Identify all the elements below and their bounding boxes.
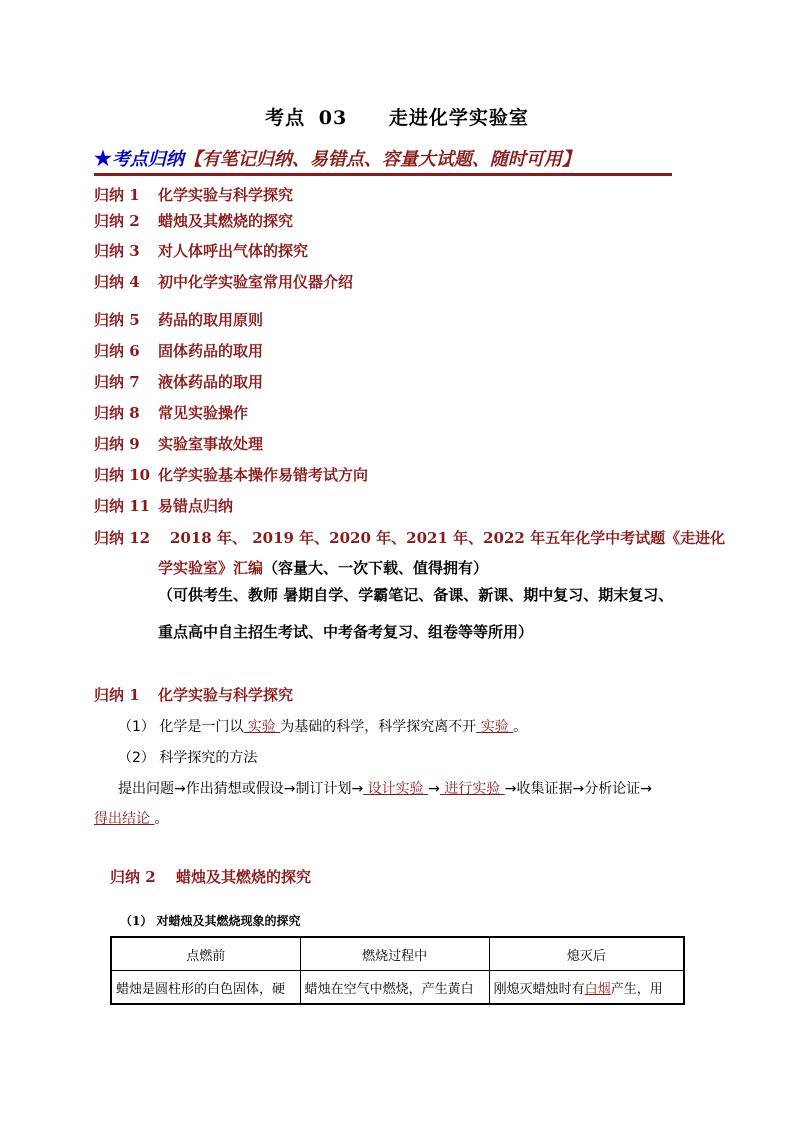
star-icon: ★ [94,146,112,170]
section1-paragraph-1: （1） 化学是一门以 实验 为基础的科学，科学探究离不开 实验 。 [118,719,528,735]
toc-item: 归纳 3 对人体呼出气体的探究 [94,242,309,260]
answer-blank: 进行实验 [439,781,505,797]
toc-item: 归纳 6 固体药品的取用 [94,342,264,360]
title-name: 走进化学实验室 [388,107,529,129]
banner-label: 考点归纳 [111,149,184,170]
toc-item: 归纳 11 易错点归纳 [94,497,234,515]
page-title [0,103,794,130]
summary-banner [94,145,672,176]
section1-paragraph-3: 提出问题→作出猜想或假设→制订计划→ 设计实验 → 进行实验 →收集证据→分析论证→ [118,781,652,797]
table-cell: 蜡烛是圆柱形的白色固体，硬 [111,971,300,1005]
candle-table [110,936,685,1005]
toc12-line4: 重点高中自主招生考试、中考备考复习、组卷等等所用） [158,623,534,641]
toc12-line1: 2018 年、 2019 年、2020 年、2021 年、2022 年五年化学中考试题《走进化 [170,529,726,547]
answer-blank: 白烟 [584,981,611,997]
answer-blank: 实验 [476,719,514,735]
answer-blank: 设计实验 [363,781,429,797]
table-header-cell: 燃烧过程中 [300,937,489,971]
title-prefix: 考点 [265,107,306,129]
answer-blank: 实验 [243,719,281,735]
title-number: 03 [318,107,348,129]
table-header-cell: 熄灭后 [489,937,684,971]
toc12-line3: （可供考生、教师 暑期自学、学霸笔记、备课、新课、期中复习、期末复习、 [158,586,674,604]
section1-heading: 归纳 1 化学实验与科学探究 [94,686,294,704]
table-header-cell: 点燃前 [111,937,300,971]
table-row [111,971,684,1005]
table-header-row [111,937,684,971]
table-cell: 刚熄灭蜡烛时有白烟产生，用 [489,971,684,1005]
toc-item: 归纳 2 蜡烛及其燃烧的探究 [94,212,294,230]
toc-item: 归纳 9 实验室事故处理 [94,435,264,453]
toc-item-12: 归纳 12 2018 年、 2019 年、2020 年、2021 年、2022 年五年化学中考试题《走进化 [94,529,726,547]
section1-paragraph-2: （2） 科学探究的方法 [118,750,258,766]
toc-item: 归纳 4 初中化学实验室常用仪器介绍 [94,273,354,291]
banner-description: 【有笔记归纳、易错点、容量大试题、随时可用】 [183,149,580,170]
toc12-line2: 学实验室》汇编（容量大、一次下载、值得拥有） [158,559,489,577]
section2-heading: 归纳 2 蜡烛及其燃烧的探究 [110,868,312,886]
toc-item: 归纳 1 化学实验与科学探究 [94,186,294,204]
answer-blank: 得出结论 [94,811,155,827]
toc-item: 归纳 8 常见实验操作 [94,404,249,422]
section1-paragraph-4: 得出结论 。 [94,811,169,827]
table-cell: 蜡烛在空气中燃烧，产生黄白 [300,971,489,1005]
section2-subheading: （1） 对蜡烛及其燃烧现象的探究 [120,914,301,928]
toc-item: 归纳 7 液体药品的取用 [94,373,264,391]
toc-item: 归纳 10 化学实验基本操作易错考试方向 [94,466,369,484]
toc-item: 归纳 5 药品的取用原则 [94,311,264,329]
